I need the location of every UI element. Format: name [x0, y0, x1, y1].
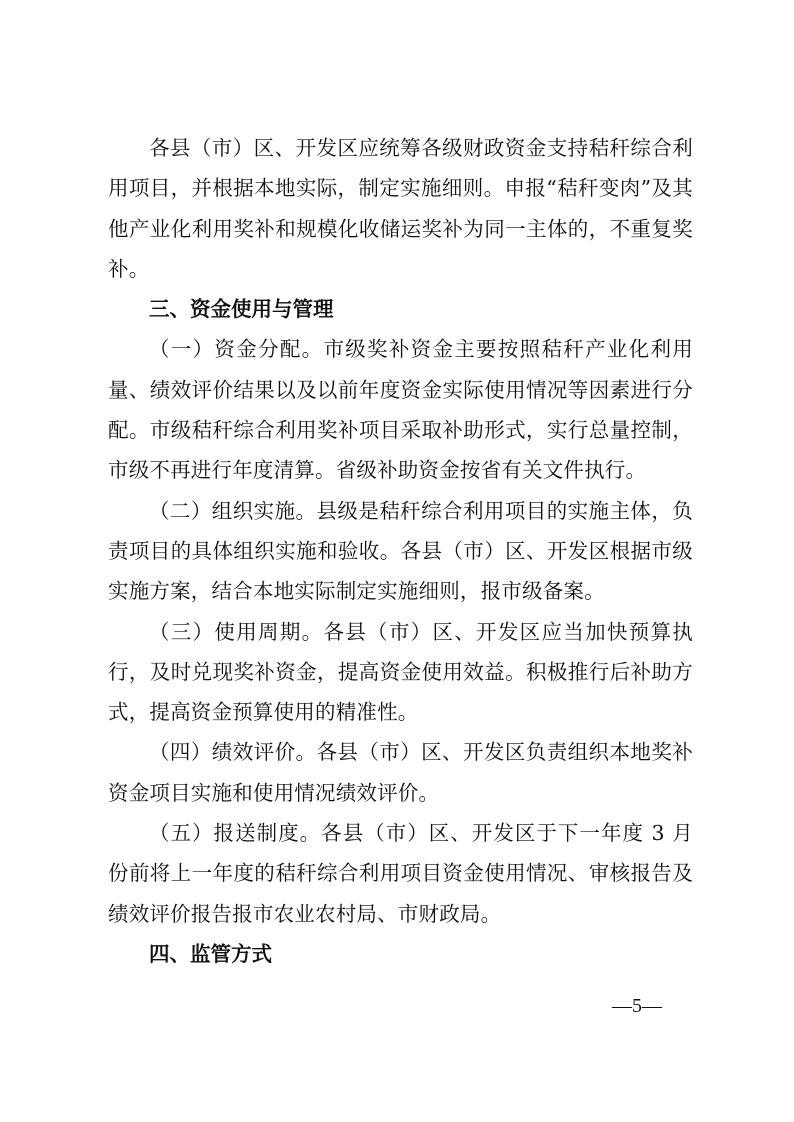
subsection-label-reporting: （五）报送制度。: [149, 821, 322, 846]
subsection-text-allocation: 市级奖补资金主要按照秸秆产业化利用量、绩效评价结果以及以前年度资金实际使用情况等因素进行分配。市级秸秆综合利用奖补项目采取补助形式，实行总量控制，市级不再进行年度清算。省级补助资金按省有关文件执行。: [108, 337, 693, 483]
paragraph-fund-allocation: [108, 329, 693, 490]
paragraph-reporting: [108, 813, 693, 934]
paragraph-organization: [108, 491, 693, 612]
subsection-text-reporting: 各县（市）区、开发区于下一年度 3 月份前将上一年度的秸秆综合利用项目资金使用情况、审核报告及绩效评价报告报市农业农村局、市财政局。: [108, 821, 693, 926]
paragraph-funding-support: 各县（市）区、开发区应统筹各级财政资金支持秸秆综合利用项目，并根据本地实际，制定实施细则。申报“秸秆变肉”及其他产业化利用奖补和规模化收储运奖补为同一主体的，不重复奖补。: [108, 136, 693, 281]
subsection-text-evaluation: 各县（市）区、开发区负责组织本地奖补资金项目实施和使用情况绩效评价。: [108, 740, 693, 805]
subsection-text-usage-period: 各县（市）区、开发区应当加快预算执行，及时兑现奖补资金，提高资金使用效益。积极推行后补助方式，提高资金预算使用的精准性。: [108, 619, 693, 725]
page-number: —5—: [612, 995, 662, 1017]
section-heading-supervision: 四、监管方式: [149, 941, 272, 966]
subsection-label-organization: （二）组织实施。: [149, 498, 317, 523]
subsection-text-organization: 县级是秸秆综合利用项目的实施主体，负责项目的具体组织实施和验收。各县（市）区、开发区根据市级实施方案，结合本地实际制定实施细则，报市级备案。: [108, 498, 693, 604]
section-heading-fund-management: 三、资金使用与管理: [149, 297, 334, 322]
subsection-label-allocation: （一）资金分配。: [149, 337, 324, 362]
paragraph-usage-period: [108, 612, 693, 733]
paragraph-performance-evaluation: [108, 732, 693, 813]
subsection-label-usage-period: （三）使用周期。: [149, 619, 324, 644]
subsection-label-evaluation: （四）绩效评价。: [149, 740, 317, 765]
document-body: [108, 128, 693, 974]
